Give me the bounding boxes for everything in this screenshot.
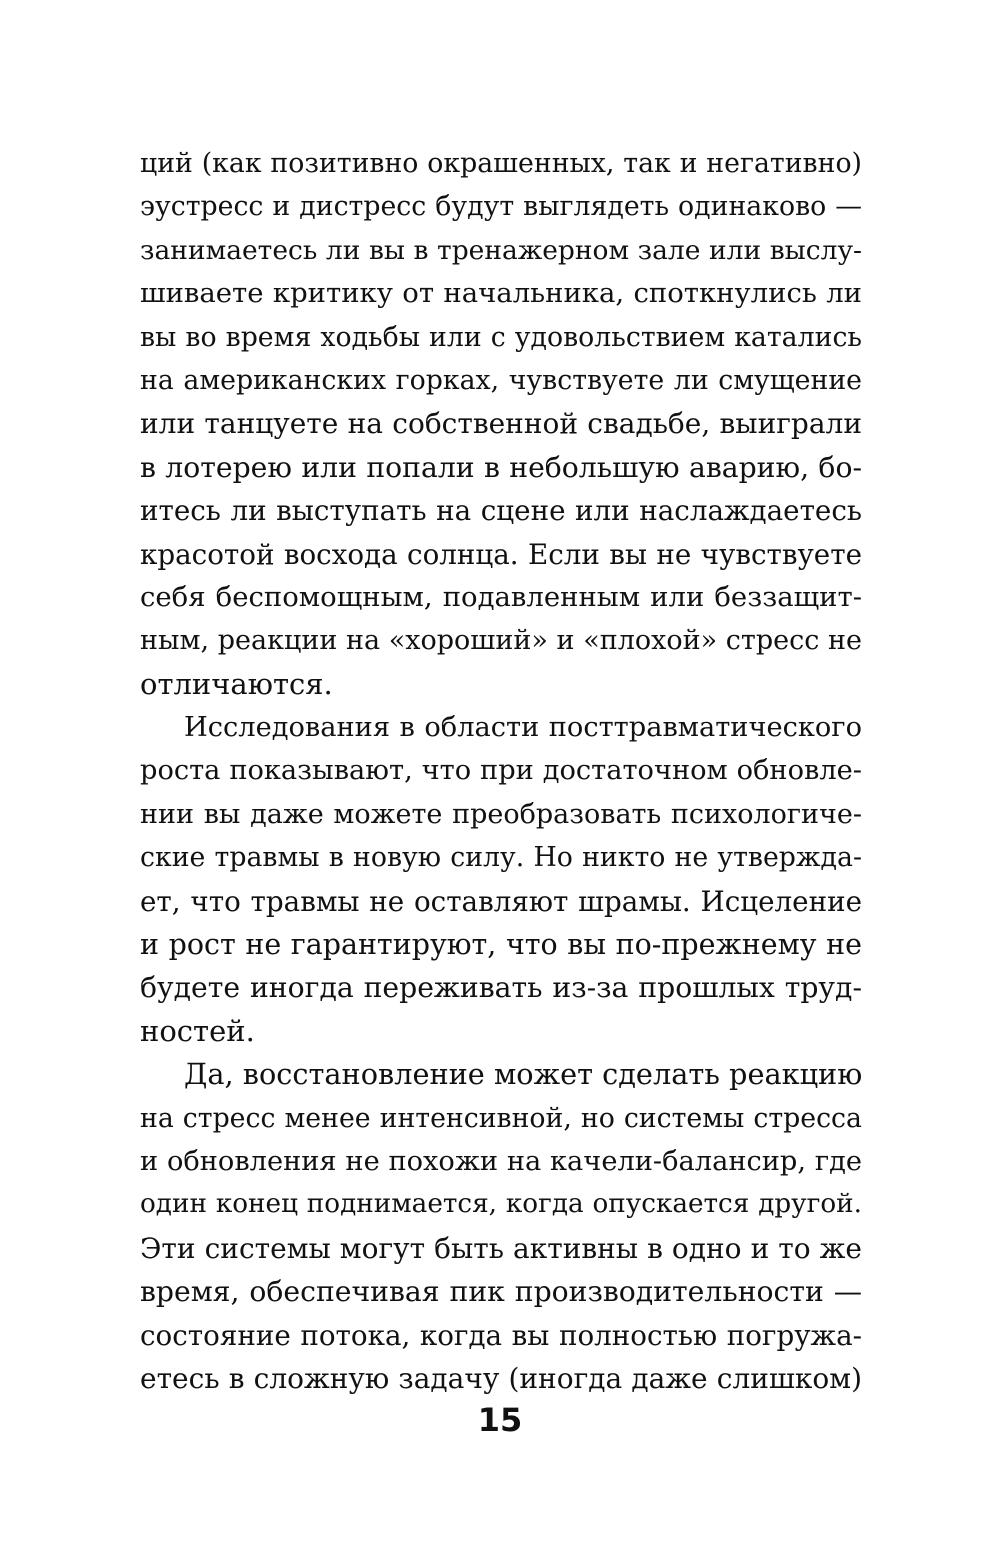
text-line: и обновления не похожи на качели-балансир, где xyxy=(140,1145,862,1177)
text-line: в лотерею или попали в небольшую аварию, бо- xyxy=(140,450,862,484)
text-line: ным, реакции на «хороший» и «плохой» стресс не xyxy=(140,625,862,657)
text-line: занимаетесь ли вы в тренажерном зале или выслу- xyxy=(140,234,862,266)
text-line: итесь ли выступать на сцене или наслаждаетесь xyxy=(140,494,862,528)
text-line: Эти системы могут быть активны в одно и то же xyxy=(140,1231,862,1265)
text-line: один конец поднимается, когда опускается другой. xyxy=(140,1189,862,1220)
text-line: етесь в сложную задачу (иногда даже слишком) xyxy=(140,1361,862,1395)
paragraph-first-line: Исследования в области посттравматического xyxy=(184,712,862,744)
text-line: будете иногда переживать из-за прошлых труд- xyxy=(140,971,862,1005)
text-line: на американских горках, чувствуете ли смущение xyxy=(140,364,862,396)
text-line-last: отличаются. xyxy=(140,666,333,701)
text-line: на стресс менее интенсивной, но системы стресса xyxy=(140,1102,862,1134)
text-line: ские травмы в новую силу. Но никто не утвержда- xyxy=(140,842,862,874)
text-line: и рост не гарантируют, что вы по-прежнему не xyxy=(140,928,862,962)
text-line: себя беспомощным, подавленным или беззащит- xyxy=(140,580,862,613)
text-line-last: ностей. xyxy=(140,1013,255,1048)
text-line: нии вы даже можете преобразовать психологиче- xyxy=(140,798,862,830)
body-text xyxy=(140,142,862,1400)
text-line: шиваете критику от начальника, споткнулись ли xyxy=(140,277,862,310)
text-line: ет, что травмы не оставляют шрамы. Исцеление xyxy=(140,884,862,918)
text-line: роста показывают, что при достаточном обновле- xyxy=(140,755,862,787)
text-line: время, обеспечивая пик производительности — xyxy=(140,1275,862,1309)
text-line: ций (как позитивно окрашенных, так и негативно) xyxy=(140,148,862,179)
page-number: 15 xyxy=(477,1401,523,1439)
text-line: состояние потока, когда вы полностью погружа- xyxy=(140,1318,862,1352)
text-line: вы во время ходьбы или с удовольствием катались xyxy=(140,321,862,353)
text-line: красотой восхода солнца. Если вы не чувствуете xyxy=(140,537,862,571)
paragraph-first-line: Да, восстановление может сделать реакцию xyxy=(184,1057,863,1092)
text-line: эустресс и дистресс будут выглядеть одинаково — xyxy=(140,191,862,223)
text-line: или танцуете на собственной свадьбе, выиграли xyxy=(140,407,862,441)
